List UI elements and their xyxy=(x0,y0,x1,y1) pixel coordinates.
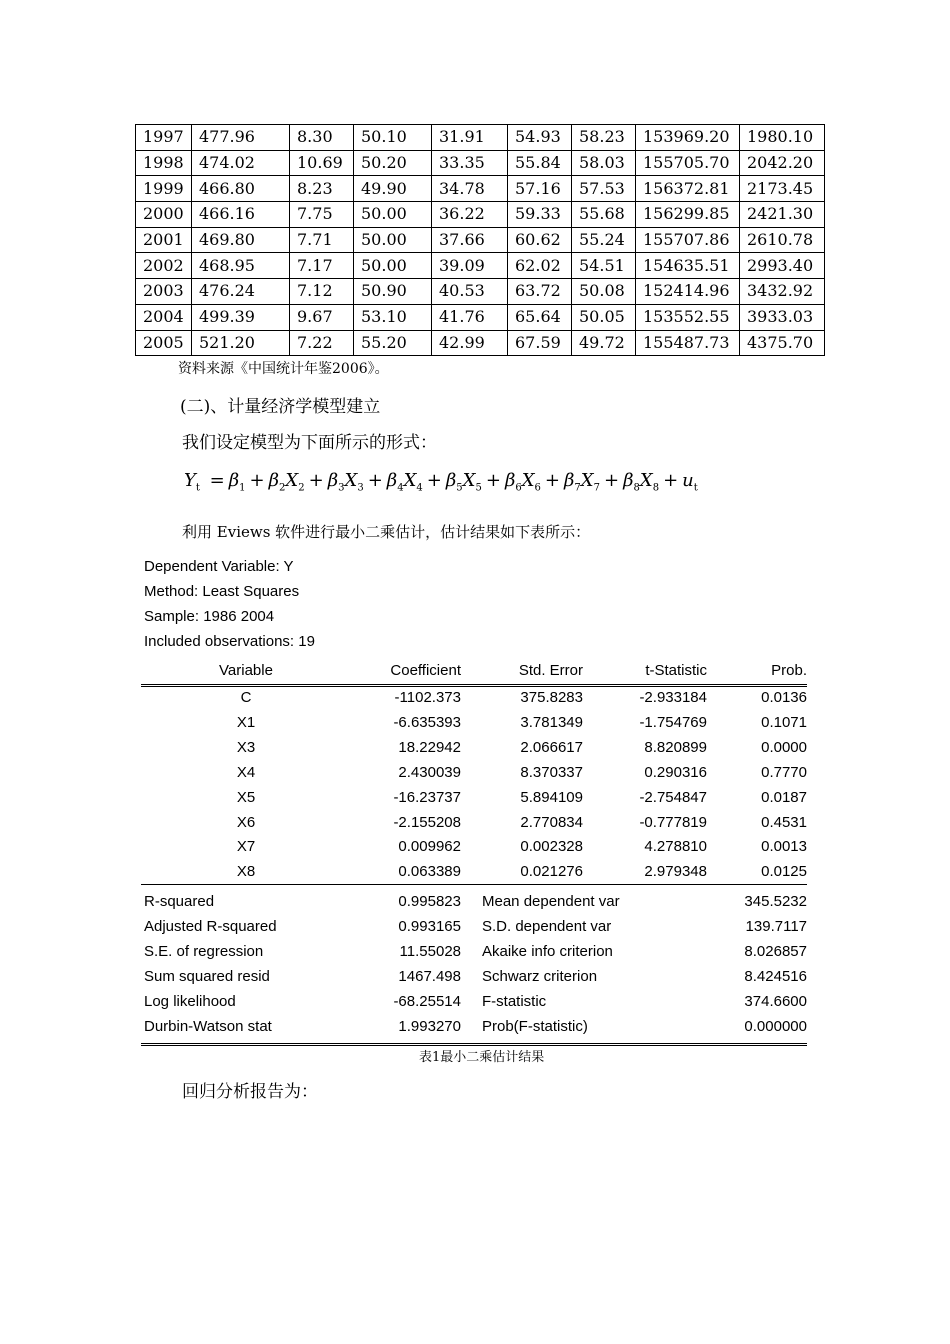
formula-variable-subscript: 6 xyxy=(534,482,541,494)
data-cell: 7.12 xyxy=(290,279,354,305)
year-cell: 2001 xyxy=(136,227,192,253)
header-std-error: Std. Error xyxy=(518,662,583,679)
data-table-row xyxy=(136,176,825,202)
data-cell: 50.00 xyxy=(354,227,432,253)
coefficient-row xyxy=(141,814,807,839)
statistics-data-table xyxy=(135,124,825,356)
formula-variable: X xyxy=(462,470,476,491)
cell-std-error: 2.066617 xyxy=(520,738,583,756)
cell-std-error: 5.894109 xyxy=(520,788,583,806)
cell-variable: C xyxy=(240,689,252,706)
regression-formula xyxy=(184,470,698,494)
table-caption: 表1最小二乘估计结果 xyxy=(419,1050,545,1065)
data-cell: 7.71 xyxy=(290,227,354,253)
data-cell: 50.00 xyxy=(354,253,432,279)
stat-row xyxy=(141,918,807,943)
cell-t-statistic: 4.278810 xyxy=(644,838,707,856)
data-cell: 2421.30 xyxy=(740,202,825,228)
cell-prob: 0.0125 xyxy=(761,863,807,881)
formula-terms xyxy=(228,470,698,494)
data-cell: 7.17 xyxy=(290,253,354,279)
meta-method: Method: Least Squares xyxy=(144,583,300,600)
stat-left-value: 1467.498 xyxy=(398,967,461,985)
data-cell: 8.30 xyxy=(290,125,354,151)
data-cell: 156299.85 xyxy=(636,202,740,228)
data-cell: 62.02 xyxy=(508,253,572,279)
data-cell: 31.91 xyxy=(432,125,508,151)
cell-variable: X4 xyxy=(236,763,256,781)
formula-coefficient-subscript: 1 xyxy=(239,482,246,494)
stat-row xyxy=(141,893,807,918)
data-cell: 37.66 xyxy=(432,227,508,253)
data-cell: 50.05 xyxy=(572,304,636,330)
formula-variable-subscript: 8 xyxy=(652,482,660,494)
data-cell: 41.76 xyxy=(432,304,508,330)
stat-row xyxy=(141,968,807,993)
cell-t-statistic: -1.754769 xyxy=(639,713,707,731)
data-cell: 53.10 xyxy=(354,304,432,330)
formula-plus: + xyxy=(544,470,561,491)
cell-variable: X8 xyxy=(236,863,256,881)
formula-coefficient-subscript: 3 xyxy=(338,482,345,494)
results-header-row xyxy=(141,660,807,687)
stat-right-label: Prob(F-statistic) xyxy=(482,1017,588,1035)
estimation-intro-text: 利用 Eviews 软件进行最小二乘估计，估计结果如下表所示： xyxy=(182,523,591,541)
data-cell: 57.16 xyxy=(508,176,572,202)
coefficient-row xyxy=(141,789,807,814)
formula-coefficient: β xyxy=(564,470,575,491)
data-table-row xyxy=(136,279,825,305)
formula-plus: + xyxy=(308,470,324,491)
data-cell: 152414.96 xyxy=(636,279,740,305)
cell-variable: X1 xyxy=(236,713,256,731)
data-cell: 63.72 xyxy=(508,279,572,305)
cell-std-error: 2.770834 xyxy=(520,813,583,831)
data-cell: 3432.92 xyxy=(740,279,825,305)
coefficient-row xyxy=(141,739,807,764)
data-cell: 40.53 xyxy=(432,279,508,305)
data-cell: 153969.20 xyxy=(636,125,740,151)
formula-coefficient: u xyxy=(682,470,694,491)
cell-t-statistic: 0.290316 xyxy=(644,763,707,781)
formula-coefficient-subscript: 5 xyxy=(456,482,463,494)
data-cell: 154635.51 xyxy=(636,253,740,279)
cell-t-statistic: 2.979348 xyxy=(644,863,707,881)
stat-row xyxy=(141,1018,807,1043)
formula-lhs-subscript: t xyxy=(195,482,200,494)
data-cell: 50.10 xyxy=(354,125,432,151)
formula-coefficient: β xyxy=(504,470,516,491)
stat-row xyxy=(141,993,807,1018)
data-cell: 4375.70 xyxy=(740,330,825,356)
stat-left-label: R-squared xyxy=(144,893,215,910)
formula-variable: X xyxy=(285,470,299,491)
stat-left-value: 0.995823 xyxy=(398,893,461,910)
formula-coefficient: β xyxy=(268,470,280,491)
data-cell: 58.03 xyxy=(572,150,636,176)
section-heading: (二)、计量经济学模型建立 xyxy=(180,397,381,417)
cell-t-statistic: -2.933184 xyxy=(639,689,707,706)
data-cell: 33.35 xyxy=(432,150,508,176)
data-cell: 50.20 xyxy=(354,150,432,176)
formula-plus: + xyxy=(485,470,501,491)
data-cell: 49.72 xyxy=(572,330,636,356)
stat-right-label: F-statistic xyxy=(482,992,547,1010)
formula-coefficient-subscript: 2 xyxy=(279,482,286,494)
coefficient-row xyxy=(141,689,807,714)
closing-text: 回归分析报告为： xyxy=(182,1082,318,1102)
formula-variable: X xyxy=(403,470,417,491)
cell-variable: X3 xyxy=(236,738,256,756)
data-cell: 36.22 xyxy=(432,202,508,228)
data-cell: 50.08 xyxy=(572,279,636,305)
cell-t-statistic: -0.777819 xyxy=(639,813,707,831)
formula-variable: X xyxy=(639,470,653,491)
header-prob: Prob. xyxy=(771,662,807,679)
cell-std-error: 3.781349 xyxy=(520,713,583,731)
formula-plus: + xyxy=(426,470,442,491)
cell-t-statistic: 8.820899 xyxy=(644,738,707,756)
year-cell: 1999 xyxy=(136,176,192,202)
cell-std-error: 0.002328 xyxy=(520,838,583,856)
cell-std-error: 375.8283 xyxy=(520,689,583,706)
data-cell: 155707.86 xyxy=(636,227,740,253)
cell-coefficient: 18.22942 xyxy=(398,738,461,756)
year-cell: 2004 xyxy=(136,304,192,330)
data-cell: 499.39 xyxy=(192,304,290,330)
data-cell: 55.68 xyxy=(572,202,636,228)
stat-right-label: Mean dependent var xyxy=(482,893,620,910)
formula-variable: X xyxy=(521,470,535,491)
stat-right-value: 139.7117 xyxy=(745,917,807,935)
year-cell: 2002 xyxy=(136,253,192,279)
data-table-row xyxy=(136,304,825,330)
formula-coefficient: β xyxy=(327,470,339,491)
data-table-row xyxy=(136,125,825,151)
data-cell: 476.24 xyxy=(192,279,290,305)
cell-coefficient: -1102.373 xyxy=(394,689,461,706)
data-cell: 50.90 xyxy=(354,279,432,305)
data-table-row xyxy=(136,330,825,356)
data-cell: 55.24 xyxy=(572,227,636,253)
data-cell: 58.23 xyxy=(572,125,636,151)
summary-stats-block xyxy=(141,884,807,1046)
data-cell: 60.62 xyxy=(508,227,572,253)
year-cell: 2005 xyxy=(136,330,192,356)
data-table-row xyxy=(136,227,825,253)
cell-std-error: 0.021276 xyxy=(520,863,583,881)
data-cell: 2610.78 xyxy=(740,227,825,253)
data-cell: 469.80 xyxy=(192,227,290,253)
data-cell: 55.84 xyxy=(508,150,572,176)
cell-prob: 0.1071 xyxy=(761,713,807,731)
formula-equals: = xyxy=(209,470,225,491)
data-cell: 477.96 xyxy=(192,125,290,151)
coefficient-row xyxy=(141,764,807,789)
cell-coefficient: -6.635393 xyxy=(393,713,461,731)
formula-lhs: Y xyxy=(184,470,196,491)
formula-variable-subscript: 3 xyxy=(357,482,364,494)
formula-plus: + xyxy=(604,470,620,491)
cell-prob: 0.4531 xyxy=(761,813,807,831)
data-cell: 34.78 xyxy=(432,176,508,202)
stat-right-value: 374.6600 xyxy=(744,992,807,1010)
data-cell: 42.99 xyxy=(432,330,508,356)
data-table-row xyxy=(136,150,825,176)
cell-prob: 0.0136 xyxy=(761,689,807,706)
header-coefficient: Coefficient xyxy=(390,662,461,679)
stat-right-label: Akaike info criterion xyxy=(482,942,613,960)
data-cell: 65.64 xyxy=(508,304,572,330)
coefficient-row xyxy=(141,838,807,863)
data-cell: 156372.81 xyxy=(636,176,740,202)
stat-left-label: Sum squared resid xyxy=(144,967,270,985)
data-cell: 466.80 xyxy=(192,176,290,202)
stat-left-value: 11.55028 xyxy=(399,942,461,960)
data-cell: 39.09 xyxy=(432,253,508,279)
formula-variable: X xyxy=(580,470,594,491)
stat-left-label: Durbin-Watson stat xyxy=(144,1017,272,1035)
data-table-row xyxy=(136,202,825,228)
formula-coefficient-subscript: 4 xyxy=(397,482,404,494)
formula-variable-subscript: 5 xyxy=(475,482,482,494)
formula-coefficient: β xyxy=(228,470,240,491)
header-variable: Variable xyxy=(219,662,273,679)
data-cell: 521.20 xyxy=(192,330,290,356)
formula-variable-subscript: 2 xyxy=(298,482,305,494)
stat-left-value: -68.25514 xyxy=(393,992,461,1010)
formula-coefficient: β xyxy=(445,470,457,491)
data-cell: 2993.40 xyxy=(740,253,825,279)
data-cell: 9.67 xyxy=(290,304,354,330)
cell-variable: X7 xyxy=(236,838,256,856)
stat-left-value: 0.993165 xyxy=(398,917,461,935)
coefficient-row xyxy=(141,714,807,739)
data-cell: 10.69 xyxy=(290,150,354,176)
data-cell: 57.53 xyxy=(572,176,636,202)
data-cell: 54.93 xyxy=(508,125,572,151)
cell-std-error: 8.370337 xyxy=(520,763,583,781)
data-cell: 49.90 xyxy=(354,176,432,202)
cell-variable: X6 xyxy=(236,813,256,831)
stat-row xyxy=(141,943,807,968)
data-cell: 50.00 xyxy=(354,202,432,228)
stat-right-value: 345.5232 xyxy=(744,893,807,910)
formula-coefficient-subscript: t xyxy=(693,482,698,494)
data-cell: 2042.20 xyxy=(740,150,825,176)
cell-prob: 0.7770 xyxy=(761,763,807,781)
cell-coefficient: 0.063389 xyxy=(398,863,461,881)
data-cell: 7.22 xyxy=(290,330,354,356)
cell-coefficient: 2.430039 xyxy=(398,763,461,781)
cell-coefficient: -16.23737 xyxy=(393,788,461,806)
stat-right-label: Schwarz criterion xyxy=(482,967,598,985)
cell-prob: 0.0013 xyxy=(761,838,807,856)
cell-coefficient: 0.009962 xyxy=(398,838,461,856)
cell-variable: X5 xyxy=(236,788,256,806)
stat-right-label: S.D. dependent var xyxy=(482,917,612,935)
data-cell: 1980.10 xyxy=(740,125,825,151)
stat-right-value: 8.026857 xyxy=(744,942,807,960)
stat-right-value: 0.000000 xyxy=(744,1017,807,1035)
model-intro-text: 我们设定模型为下面所示的形式： xyxy=(182,433,437,453)
formula-variable-subscript: 4 xyxy=(416,482,423,494)
cell-t-statistic: -2.754847 xyxy=(639,788,707,806)
stat-right-value: 8.424516 xyxy=(744,967,807,985)
data-cell: 474.02 xyxy=(192,150,290,176)
source-note: 资料来源《中国统计年鉴2006》。 xyxy=(178,361,389,377)
meta-dependent-variable: Dependent Variable: Y xyxy=(144,558,294,575)
formula-plus: + xyxy=(663,470,679,491)
cell-prob: 0.0187 xyxy=(761,788,807,806)
stat-left-label: Adjusted R-squared xyxy=(144,917,277,935)
formula-coefficient-subscript: 6 xyxy=(515,482,522,494)
data-cell: 155705.70 xyxy=(636,150,740,176)
year-cell: 1997 xyxy=(136,125,192,151)
data-cell: 2173.45 xyxy=(740,176,825,202)
meta-sample: Sample: 1986 2004 xyxy=(144,608,275,625)
formula-plus: + xyxy=(367,470,383,491)
data-cell: 155487.73 xyxy=(636,330,740,356)
formula-coefficient-subscript: 8 xyxy=(633,482,640,494)
formula-plus: + xyxy=(249,470,265,491)
data-cell: 55.20 xyxy=(354,330,432,356)
data-cell: 59.33 xyxy=(508,202,572,228)
cell-prob: 0.0000 xyxy=(761,738,807,756)
data-cell: 54.51 xyxy=(572,253,636,279)
data-cell: 468.95 xyxy=(192,253,290,279)
header-t-statistic: t-Statistic xyxy=(645,662,707,679)
formula-coefficient-subscript: 7 xyxy=(574,482,581,494)
data-cell: 3933.03 xyxy=(740,304,825,330)
stat-left-label: S.E. of regression xyxy=(144,942,264,960)
formula-coefficient: β xyxy=(386,470,398,491)
cell-coefficient: -2.155208 xyxy=(393,813,461,831)
formula-coefficient: β xyxy=(623,470,634,491)
stat-left-value: 1.993270 xyxy=(398,1017,461,1035)
data-cell: 466.16 xyxy=(192,202,290,228)
stat-left-label: Log likelihood xyxy=(144,992,236,1010)
formula-variable-subscript: 7 xyxy=(593,482,600,494)
year-cell: 1998 xyxy=(136,150,192,176)
meta-observations: Included observations: 19 xyxy=(144,633,315,650)
year-cell: 2003 xyxy=(136,279,192,305)
data-cell: 67.59 xyxy=(508,330,572,356)
data-cell: 153552.55 xyxy=(636,304,740,330)
year-cell: 2000 xyxy=(136,202,192,228)
data-cell: 7.75 xyxy=(290,202,354,228)
data-table-row xyxy=(136,253,825,279)
formula-variable: X xyxy=(344,470,358,491)
data-cell: 8.23 xyxy=(290,176,354,202)
